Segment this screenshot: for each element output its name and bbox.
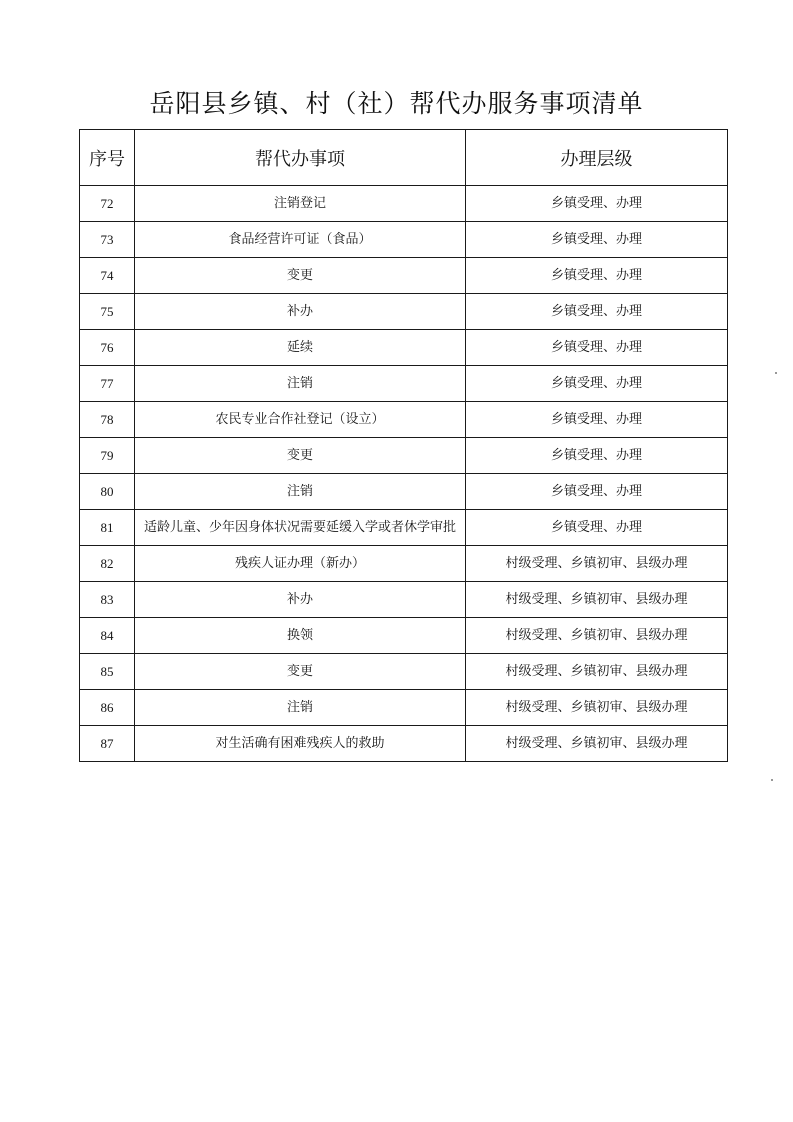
row-service-item: 注销登记 <box>135 186 466 222</box>
row-handling-level: 乡镇受理、办理 <box>466 294 728 330</box>
row-service-item: 适龄儿童、少年因身体状况需要延缓入学或者休学审批 <box>135 510 466 546</box>
row-handling-level: 乡镇受理、办理 <box>466 366 728 402</box>
table-row <box>80 222 728 258</box>
row-serial-number: 83 <box>80 582 135 618</box>
row-serial-number: 75 <box>80 294 135 330</box>
row-serial-number: 76 <box>80 330 135 366</box>
table-row <box>80 582 728 618</box>
row-handling-level: 村级受理、乡镇初审、县级办理 <box>466 690 728 726</box>
row-serial-number: 73 <box>80 222 135 258</box>
row-handling-level: 乡镇受理、办理 <box>466 186 728 222</box>
table-row <box>80 438 728 474</box>
row-serial-number: 77 <box>80 366 135 402</box>
row-service-item: 变更 <box>135 258 466 294</box>
row-service-item: 对生活确有困难残疾人的救助 <box>135 726 466 762</box>
row-service-item: 注销 <box>135 690 466 726</box>
table-row <box>80 330 728 366</box>
table-row <box>80 186 728 222</box>
row-handling-level: 乡镇受理、办理 <box>466 402 728 438</box>
row-serial-number: 72 <box>80 186 135 222</box>
row-handling-level: 村级受理、乡镇初审、县级办理 <box>466 654 728 690</box>
row-service-item: 注销 <box>135 474 466 510</box>
table-row <box>80 510 728 546</box>
row-service-item: 补办 <box>135 294 466 330</box>
row-service-item: 注销 <box>135 366 466 402</box>
service-items-table <box>79 129 728 762</box>
row-service-item: 补办 <box>135 582 466 618</box>
header-handling-level: 办理层级 <box>466 130 728 186</box>
table-row <box>80 474 728 510</box>
page-title: 岳阳县乡镇、村（社）帮代办服务事项清单 <box>149 89 644 118</box>
table-body <box>80 186 728 762</box>
row-handling-level: 村级受理、乡镇初审、县级办理 <box>466 618 728 654</box>
row-serial-number: 78 <box>80 402 135 438</box>
row-serial-number: 86 <box>80 690 135 726</box>
row-service-item: 变更 <box>135 438 466 474</box>
row-handling-level: 乡镇受理、办理 <box>466 222 728 258</box>
row-handling-level: 乡镇受理、办理 <box>466 474 728 510</box>
row-serial-number: 79 <box>80 438 135 474</box>
table-header-row <box>80 130 728 186</box>
row-handling-level: 村级受理、乡镇初审、县级办理 <box>466 582 728 618</box>
header-service-item: 帮代办事项 <box>135 130 466 186</box>
scan-speck <box>775 372 777 374</box>
row-service-item: 农民专业合作社登记（设立） <box>135 402 466 438</box>
row-handling-level: 村级受理、乡镇初审、县级办理 <box>466 546 728 582</box>
row-handling-level: 乡镇受理、办理 <box>466 438 728 474</box>
row-service-item: 变更 <box>135 654 466 690</box>
table-row <box>80 366 728 402</box>
table-row <box>80 690 728 726</box>
row-service-item: 换领 <box>135 618 466 654</box>
row-service-item: 延续 <box>135 330 466 366</box>
row-serial-number: 74 <box>80 258 135 294</box>
row-handling-level: 村级受理、乡镇初审、县级办理 <box>466 726 728 762</box>
table-row <box>80 546 728 582</box>
row-service-item: 食品经营许可证（食品） <box>135 222 466 258</box>
row-service-item: 残疾人证办理（新办） <box>135 546 466 582</box>
row-handling-level: 乡镇受理、办理 <box>466 258 728 294</box>
table-row <box>80 258 728 294</box>
table-row <box>80 294 728 330</box>
row-serial-number: 87 <box>80 726 135 762</box>
table-row <box>80 618 728 654</box>
row-serial-number: 82 <box>80 546 135 582</box>
row-serial-number: 84 <box>80 618 135 654</box>
row-serial-number: 81 <box>80 510 135 546</box>
row-handling-level: 乡镇受理、办理 <box>466 330 728 366</box>
row-serial-number: 85 <box>80 654 135 690</box>
row-handling-level: 乡镇受理、办理 <box>466 510 728 546</box>
row-serial-number: 80 <box>80 474 135 510</box>
table-row <box>80 402 728 438</box>
table-row <box>80 726 728 762</box>
table-row <box>80 654 728 690</box>
scan-speck <box>771 779 773 781</box>
header-serial-number: 序号 <box>80 130 135 186</box>
